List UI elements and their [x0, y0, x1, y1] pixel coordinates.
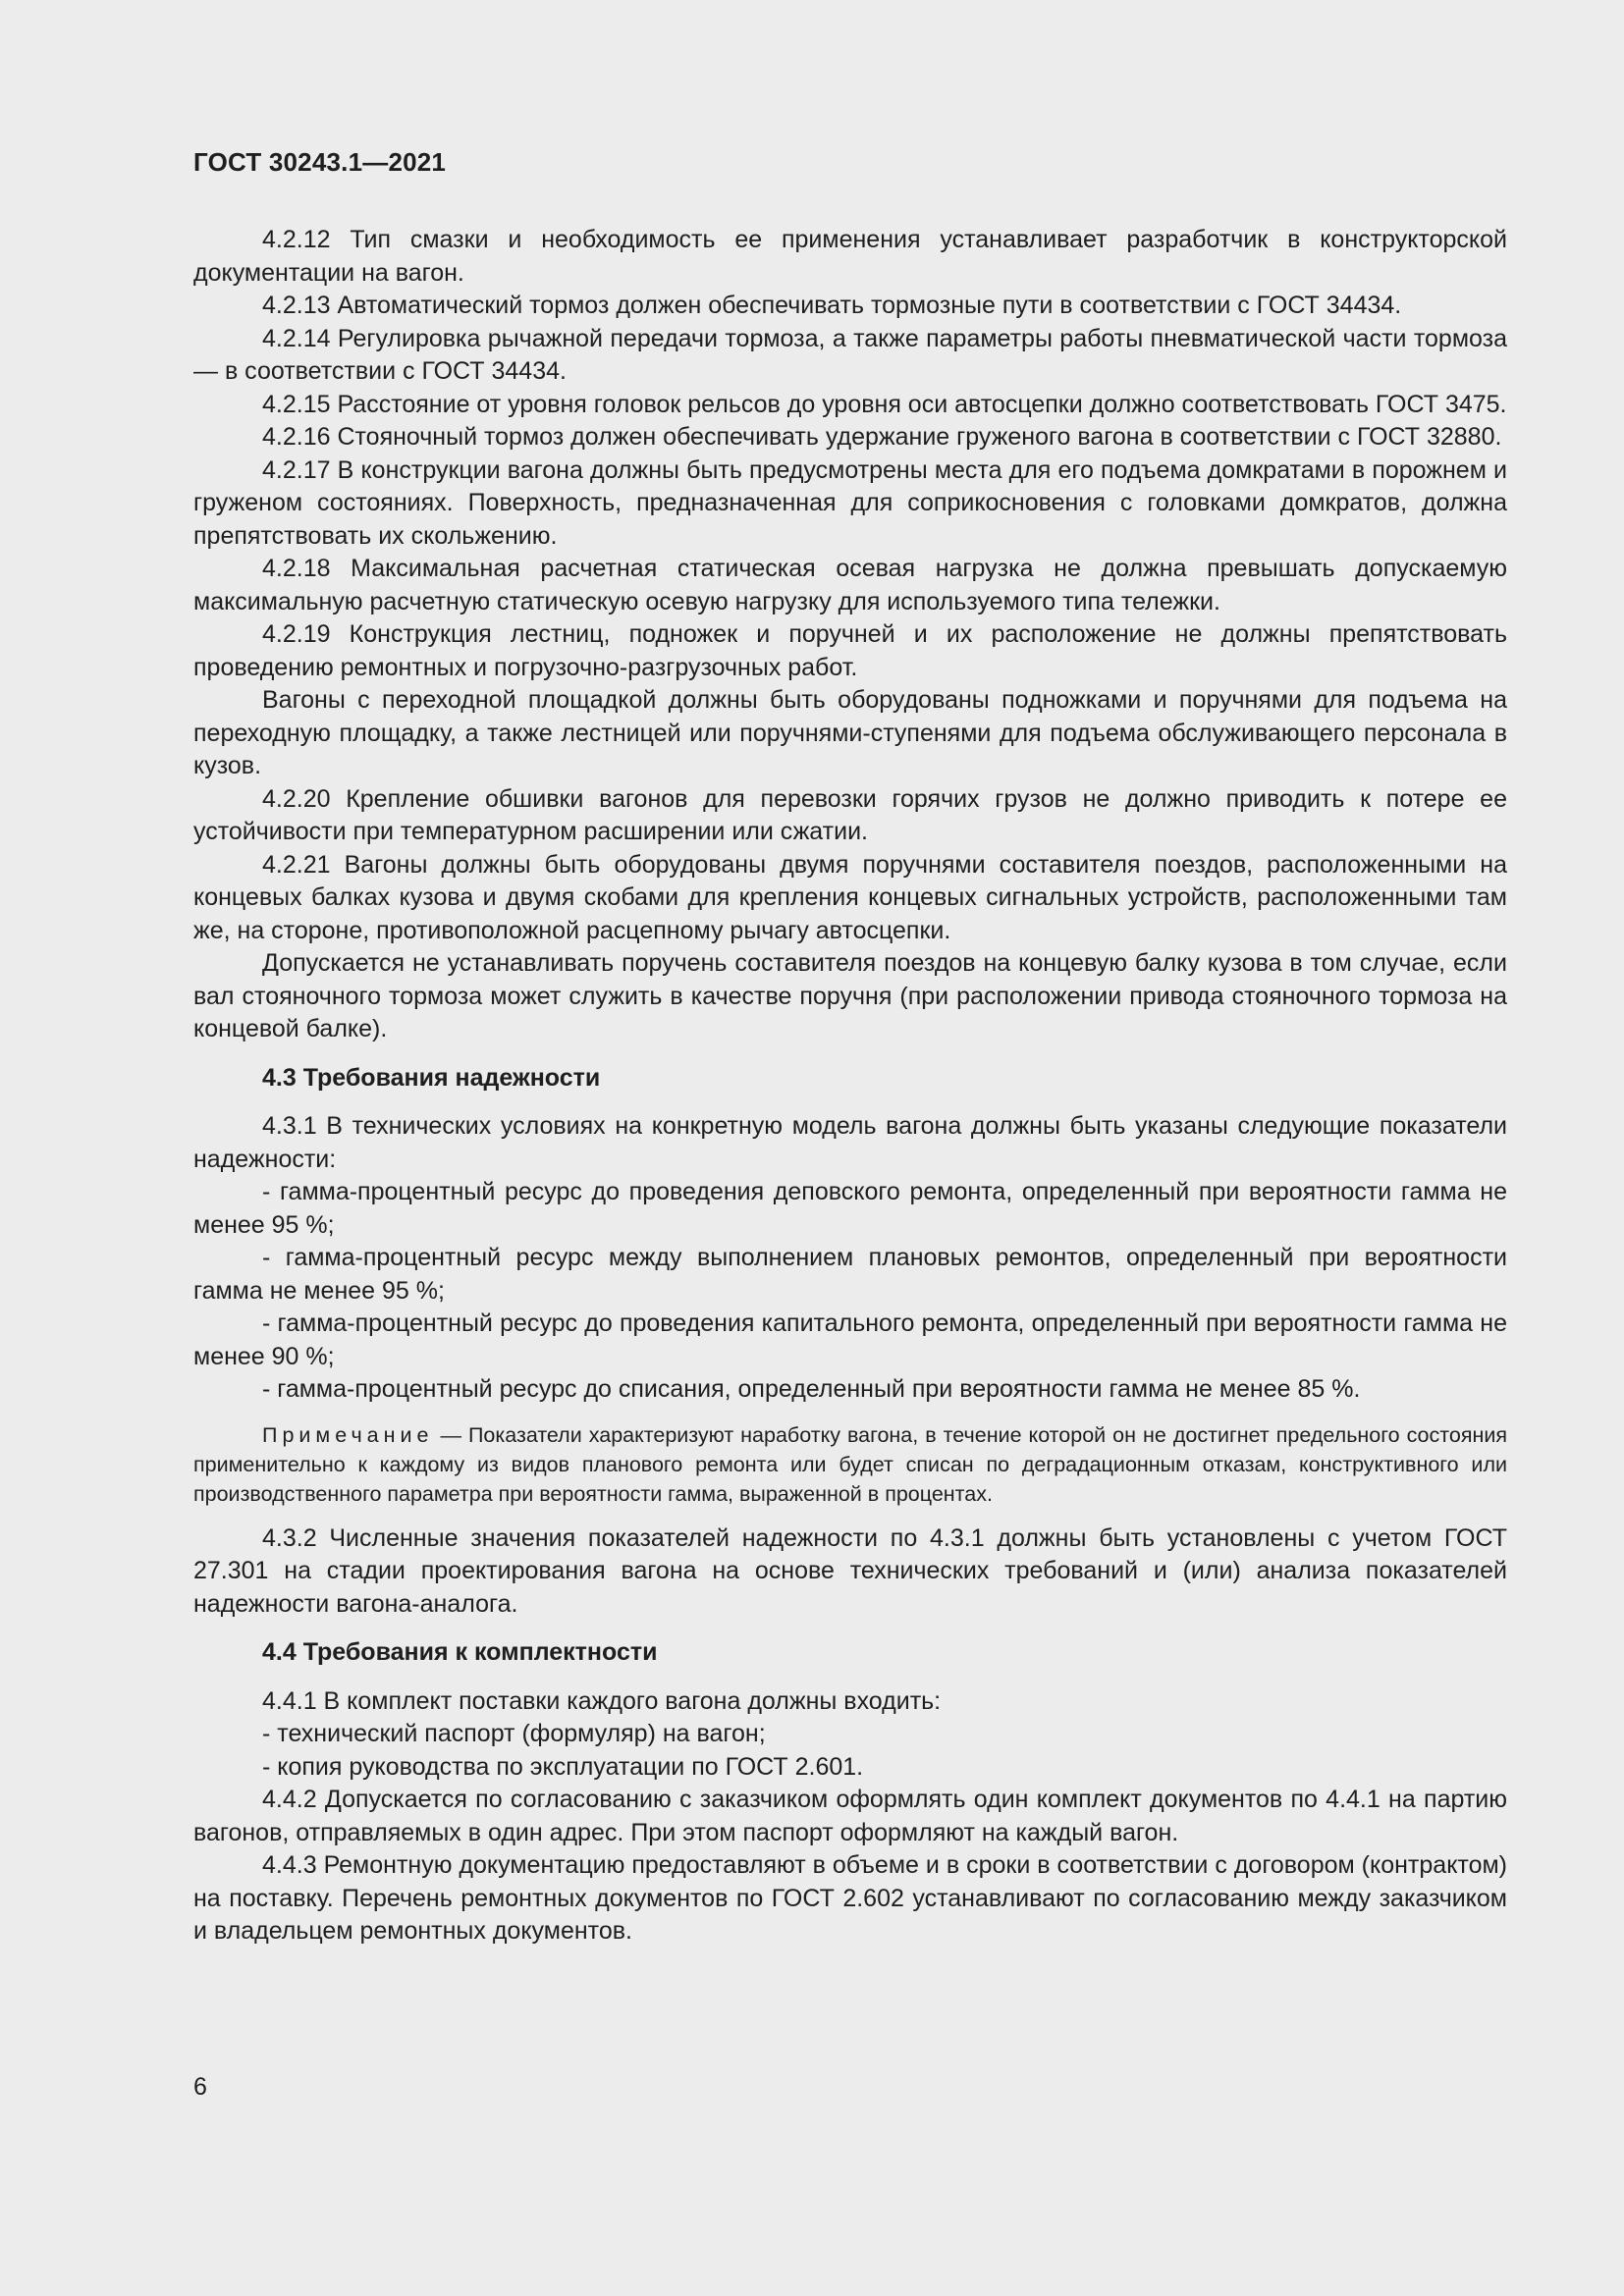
paragraph-4-4-2: 4.4.2 Допускается по согласованию с заказчиком оформлять один комплект документов по 4.4.1 на партию вагонов, отправляемых в один адрес. При этом паспорт оформляют на каждый вагон. [193, 1786, 1507, 1846]
paragraph-4-2-12: 4.2.12 Тип смазки и необходимость ее применения устанавливает разработчик в конструкторской документации на вагон. [193, 226, 1507, 287]
list-item: - гамма-процентный ресурс до проведения деповского ремонта, определенный при вероятности гамма не менее 95 %; [193, 1178, 1507, 1239]
paragraph-4-3-2: 4.3.2 Численные значения показателей надежности по 4.3.1 должны быть установлены с учетом ГОСТ 27.301 на стадии проектирования вагона на основе технических требований и (или) анализа показателей надежности вагона-аналога. [193, 1523, 1507, 1618]
paragraph-4-2-18: 4.2.18 Максимальная расчетная статическая осевая нагрузка не должна превышать допускаемую максимальную расчетную статическую осевую нагрузку для используемого типа тележки. [193, 555, 1507, 615]
paragraph-4-4-1: 4.4.1 В комплект поставки каждого вагона должны входить: [262, 1686, 942, 1715]
paragraph-4-2-17: 4.2.17 В конструкции вагона должны быть предусмотрены места для его подъема домкратами в порожнем и груженом состояниях. Поверхность, предназначенная для соприкосновения с головками домкратов, должна препятствовать их скольжению. [193, 455, 1507, 550]
paragraph-4-3-1: 4.3.1 В технических условиях на конкретную модель вагона должны быть указаны следующие показатели надежности: [193, 1112, 1507, 1173]
note-text: — Показатели характеризуют наработку вагона, в течение которой он не достигнет предельного состояния применительно к каждому из видов планового ремонта или будет списан по деградационным отказам, конструктивного или производственного параметра при вероятности гамма, выраженной в процентах. [193, 1422, 1507, 1506]
paragraph-4-2-19-continued: Вагоны с переходной площадкой должны быть оборудованы подножками и поручнями для подъема на переходную площадку, а также лестницей или поручнями-ступенями для подъема обслуживающего персонала в кузов. [193, 686, 1507, 779]
section-4-3-heading: 4.3 Требования надежности [262, 1063, 601, 1092]
paragraph-4-2-19: 4.2.19 Конструкция лестниц, подножек и поручней и их расположение не должны препятствовать проведению ремонтных и погрузочно-разгрузочных работ. [193, 620, 1507, 681]
paragraph-4-2-20: 4.2.20 Крепление обшивки вагонов для перевозки горячих грузов не должно приводить к потере ее устойчивости при температурном расширении или сжатии. [193, 784, 1507, 845]
list-item: - технический паспорт (формуляр) на вагон; [262, 1720, 766, 1747]
paragraph-4-2-13: 4.2.13 Автоматический тормоз должен обеспечивать тормозные пути в соответствии с ГОСТ 34434. [262, 292, 1402, 319]
list-item: - гамма-процентный ресурс между выполнением плановых ремонтов, определенный при вероятности гамма не менее 95 %; [193, 1244, 1507, 1305]
list-item: - копия руководства по эксплуатации по ГОСТ 2.601. [262, 1752, 864, 1781]
document-body [193, 224, 1507, 1949]
list-item: - гамма-процентный ресурс до списания, определенный при вероятности гамма не менее 85 %. [262, 1375, 1361, 1403]
list-item: - гамма-процентный ресурс до проведения капитального ремонта, определенный при вероятности гамма не менее 90 %; [193, 1309, 1507, 1370]
section-4-4-heading: 4.4 Требования к комплектности [262, 1638, 658, 1666]
note-label: Примечание [262, 1422, 434, 1447]
page-number: 6 [193, 2073, 207, 2101]
paragraph-4-4-3: 4.4.3 Ремонтную документацию предоставляют в объеме и в сроки в соответствии с договором (контрактом) на поставку. Перечень ремонтных документов по ГОСТ 2.602 устанавливают по согласованию между заказчиком и владельцем ремонтных документов. [193, 1851, 1507, 1945]
document-code-header: ГОСТ 30243.1—2021 [193, 147, 447, 177]
paragraph-4-2-21: 4.2.21 Вагоны должны быть оборудованы двумя поручнями составителя поездов, расположенными на концевых балках кузова и двумя скобами для крепления концевых сигнальных устройств, расположенными там же, на стороне, противоположной расцепному рычагу автосцепки. [193, 850, 1507, 944]
paragraph-4-2-21-continued: Допускается не устанавливать поручень составителя поездов на концевую балку кузова в том случае, если вал стояночного тормоза может служить в качестве поручня (при расположении привода стояночного тормоза на концевой балке). [193, 949, 1507, 1042]
note-block [193, 1420, 1507, 1509]
paragraph-4-2-14: 4.2.14 Регулировка рычажной передачи тормоза, а также параметры работы пневматической части тормоза — в соответствии с ГОСТ 34434. [193, 324, 1507, 385]
paragraph-4-2-15: 4.2.15 Расстояние от уровня головок рельсов до уровня оси автосцепки должно соответствовать ГОСТ 3475. [262, 390, 1507, 418]
paragraph-4-2-16: 4.2.16 Стояночный тормоз должен обеспечивать удержание груженого вагона в соответствии с ГОСТ 32880. [262, 423, 1502, 451]
